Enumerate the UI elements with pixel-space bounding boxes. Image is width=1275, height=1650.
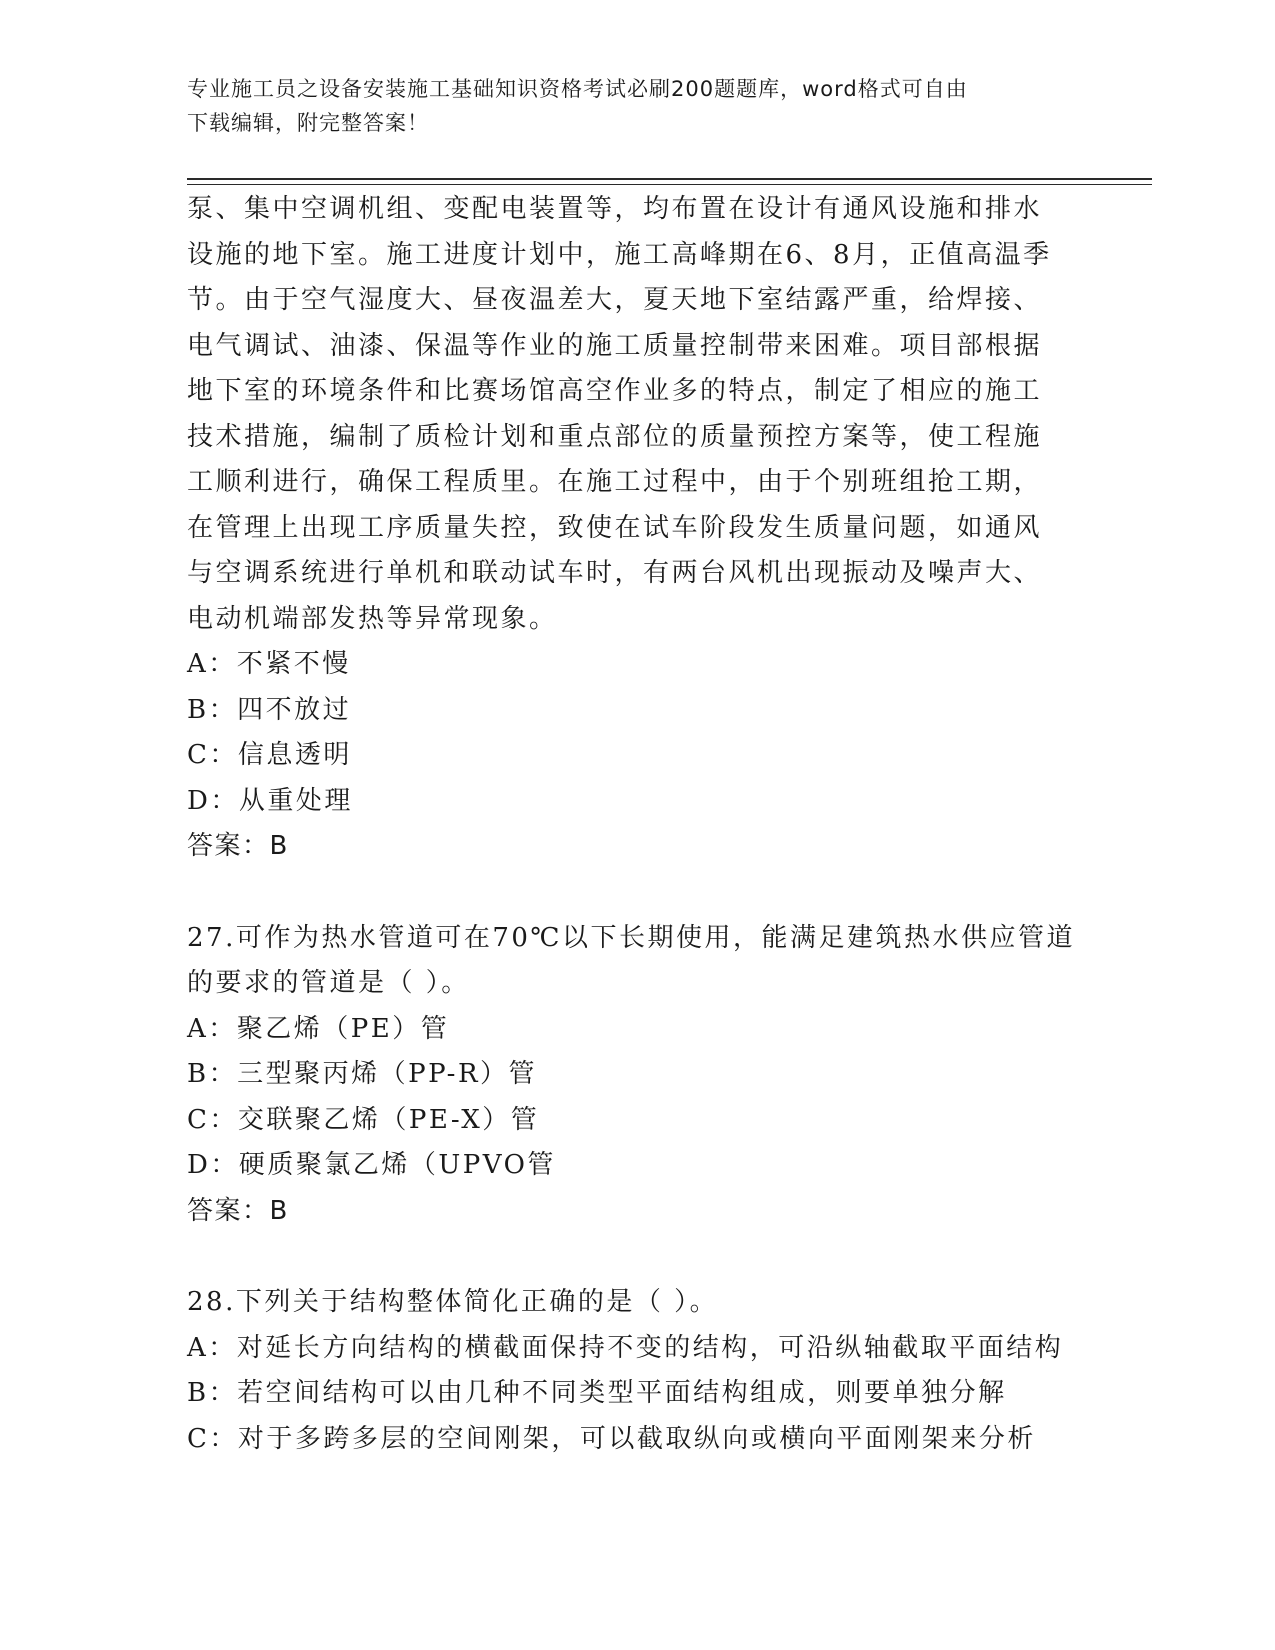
option-b: B：若空间结构可以由几种不同类型平面结构组成，则要单独分解 xyxy=(187,1378,1007,1408)
question-stem-line: 在管理上出现工序质量失控，致使在试车阶段发生质量问题，如通风 xyxy=(187,512,1043,543)
question-stem-line: 节。由于空气湿度大、昼夜温差大，夏天地下室结露严重，给焊接、 xyxy=(187,285,1043,315)
question-stem-line: 泵、集中空调机组、变配电装置等，均布置在设计有通风设施和排水 xyxy=(187,194,1043,224)
header-title-line-1: 专业施工员之设备安装施工基础知识资格考试必刷200题题库，word格式可自由 xyxy=(187,77,968,101)
option-b: B：四不放过 xyxy=(187,694,352,725)
option-c: C：交联聚乙烯（PE-X）管 xyxy=(187,1104,540,1135)
option-c: C：对于多跨多层的空间刚架，可以截取纵向或横向平面刚架来分析 xyxy=(187,1423,1036,1454)
header-title-line-2: 下载编辑，附完整答案！ xyxy=(187,111,429,135)
question-27 xyxy=(187,916,1147,1235)
option-b: B：三型聚丙烯（PP-R）管 xyxy=(187,1059,538,1089)
question-stem-line: 电气调试、油漆、保温等作业的施工质量控制带来困难。项目部根据 xyxy=(187,330,1043,361)
document-body xyxy=(187,187,1147,1462)
question-stem-line: 设施的地下室。施工进度计划中，施工高峰期在6、8月，正值高温季 xyxy=(187,239,1052,270)
question-28 xyxy=(187,1280,1147,1462)
question-stem-line: 工顺利进行，确保工程质里。在施工过程中，由于个别班组抢工期， xyxy=(187,467,1043,497)
question-stem-line: 的要求的管道是（ ）。 xyxy=(187,968,470,998)
question-stem-line: 电动机端部发热等异常现象。 xyxy=(187,603,558,634)
question-stem-line: 28.下列关于结构整体简化正确的是（ ）。 xyxy=(187,1287,719,1317)
option-a: A：不紧不慢 xyxy=(187,649,351,679)
header-divider-thick xyxy=(187,178,1152,180)
option-c: C：信息透明 xyxy=(187,740,352,770)
document-header xyxy=(187,72,1087,140)
option-d: D：从重处理 xyxy=(187,785,353,816)
question-spacer xyxy=(187,870,1147,916)
question-stem-line: 27.可作为热水管道可在70℃以下长期使用，能满足建筑热水供应管道 xyxy=(187,922,1076,953)
question-26 xyxy=(187,187,1147,870)
option-a: A：对延长方向结构的横截面保持不变的结构，可沿纵轴截取平面结构 xyxy=(187,1332,1064,1363)
header-divider-thin xyxy=(187,184,1152,185)
question-stem-line: 与空调系统进行单机和联动试车时，有两台风机出现振动及噪声大、 xyxy=(187,558,1043,588)
question-spacer xyxy=(187,1234,1147,1280)
question-stem-line: 地下室的环境条件和比赛场馆高空作业多的特点，制定了相应的施工 xyxy=(187,376,1043,406)
answer-line: 答案：B xyxy=(187,831,289,861)
question-stem-line: 技术措施，编制了质检计划和重点部位的质量预控方案等，使工程施 xyxy=(187,421,1043,452)
answer-line: 答案：B xyxy=(187,1195,289,1226)
option-d: D：硬质聚氯乙烯（UPVO管 xyxy=(187,1150,556,1180)
option-a: A：聚乙烯（PE）管 xyxy=(187,1013,450,1044)
